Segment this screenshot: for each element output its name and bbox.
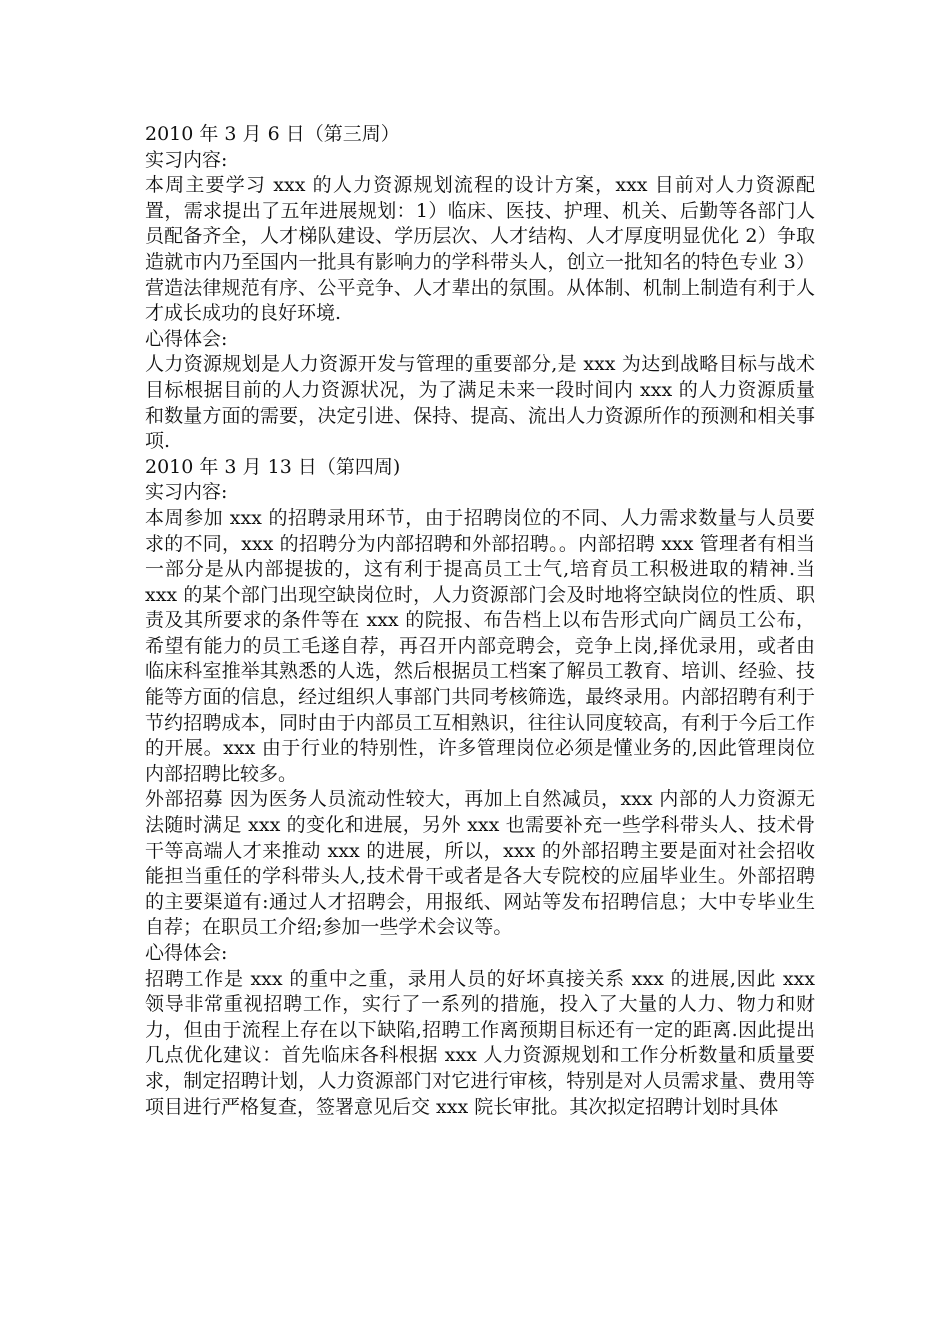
document-page bbox=[145, 122, 815, 1120]
week3-content-paragraph: 本周主要学习 xxx 的人力资源规划流程的设计方案，xxx 目前对人力资源配置，需求提出了五年进展规划：1）临床、医技、护理、机关、后勤等各部门人员配备齐全，人才梯队建设、学历层次、人才结构、人才厚度明显优化 2）争取造就市内乃至国内一批具有影响力的学科带头人，创立一批知名的特色专业 3）营造法律规范有序、公平竞争、人才辈出的氛围。从体制、机制上制造有利于人才成长成功的良好环境. bbox=[145, 174, 815, 325]
week3-insight-label: 心得体会: bbox=[145, 327, 228, 350]
week3-heading: 2010 年 3 月 6 日（第三周） bbox=[145, 123, 400, 145]
week4-external-recruitment-paragraph: 外部招募 因为医务人员流动性较大，再加上自然减员，xxx 内部的人力资源无法随时满足 xxx 的变化和进展，另外 xxx 也需要补充一些学科带头人、技术骨干等高端人才来推动 xxx 的进展，所以，xxx 的外部招聘主要是面对社会招收能担当重任的学科带头人,技术骨干或者是各大专院校的应届毕业生。外部招聘的主要渠道有:通过人才招聘会，用报纸、网站等发布招聘信息；大中专毕业生自荐；在职员工介绍;参加一些学术会议等。 bbox=[145, 788, 815, 939]
week4-insight-paragraph: 招聘工作是 xxx 的重中之重，录用人员的好坏真接关系 xxx 的进展,因此 xxx 领导非常重视招聘工作，实行了一系列的措施，投入了大量的人力、物力和财力，但由于流程上存在以下缺陷,招聘工作离预期目标还有一定的距离.因此提出几点优化建议：首先临床各科根据 xxx 人力资源规划和工作分析数量和质量要求，制定招聘计划，人力资源部门对它进行审核，特别是对人员需求量、费用等项目进行严格复查，签署意见后交 xxx 院长审批。其次拟定招聘计划时具体 bbox=[145, 967, 815, 1118]
week4-insight-label: 心得体会: bbox=[145, 942, 228, 964]
week4-internal-recruitment-paragraph: 本周参加 xxx 的招聘录用环节，由于招聘岗位的不同、人力需求数量与人员要求的不同，xxx 的招聘分为内部招聘和外部招聘。。内部招聘 xxx 管理者有相当一部分是从内部提拔的，这有利于提高员工士气,培育员工积极进取的精神.当 xxx 的某个部门出现空缺岗位时，人力资源部门会及时地将空缺岗位的性质、职责及其所要求的条件等在 xxx 的院报、布告档上以布告形式向广阔员工公布，希望有能力的员工毛遂自荐，再召开内部竞聘会，竞争上岗,择优录用，或者由临床科室推举其熟悉的人选，然后根据员工档案了解员工教育、培训、经验、技能等方面的信息，经过组织人事部门共同考核筛选，最终录用。内部招聘有利于节约招聘成本，同时由于内部员工互相熟识，往往认同度较高，有利于今后工作的开展。xxx 由于行业的特别性，许多管理岗位必须是懂业务的,因此管理岗位内部招聘比较多。 bbox=[145, 506, 815, 785]
week4-content-label: 实习内容: bbox=[145, 481, 228, 504]
week4-heading: 2010 年 3 月 13 日（第四周) bbox=[145, 455, 401, 478]
week3-insight-paragraph: 人力资源规划是人力资源开发与管理的重要部分,是 xxx 为达到战略目标与战术目标根据目前的人力资源状况，为了满足未来一段时间内 xxx 的人力资源质量和数量方面的需要，决定引进、保持、提高、流出人力资源所作的预测和相关事项. bbox=[145, 353, 815, 453]
week3-content-label: 实习内容: bbox=[145, 148, 228, 171]
